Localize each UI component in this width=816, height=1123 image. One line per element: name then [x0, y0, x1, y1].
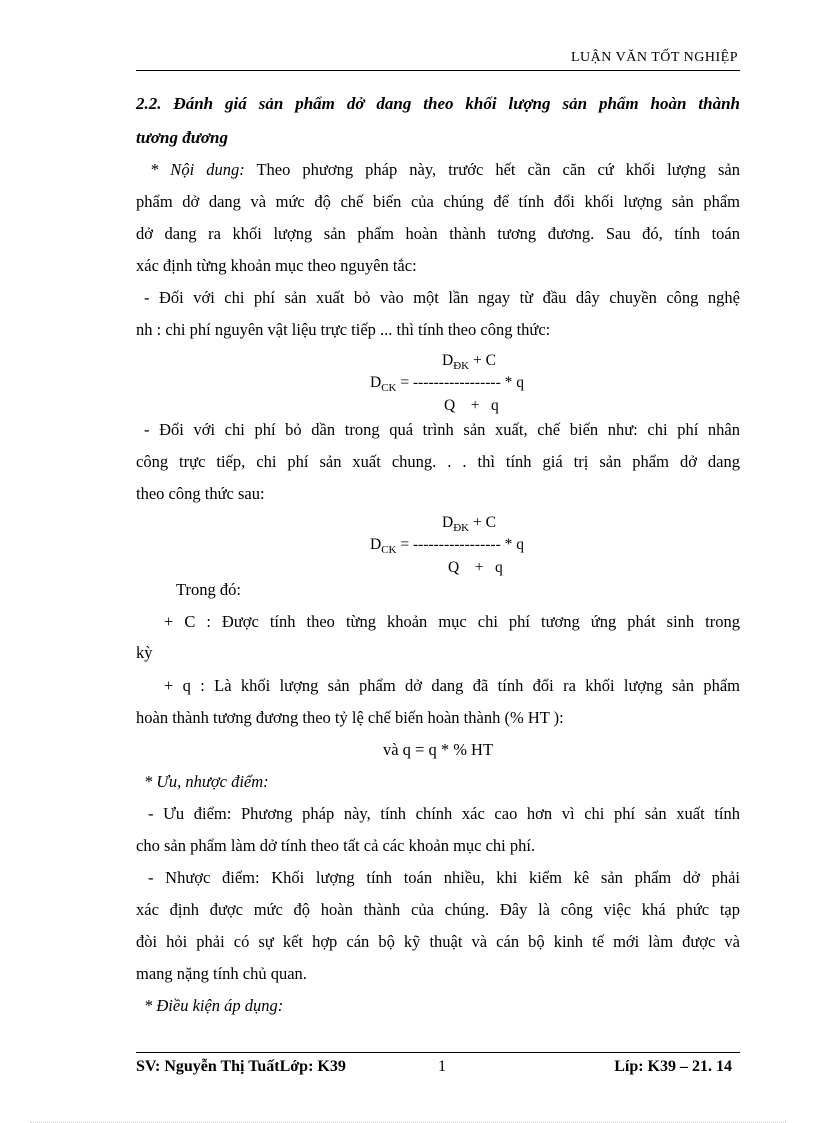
- formula-1-fraction-bar: -----------------: [412, 374, 501, 391]
- content-line-1-text: Theo phương pháp này, trước hết cần căn cứ khối lượng sản: [244, 160, 740, 179]
- formula-1-denominator: Q + q: [444, 397, 499, 414]
- where-q-formula: và q = q * % HT: [382, 740, 494, 759]
- where-title: Trong đó:: [176, 580, 241, 599]
- paragraph-upfront-line-2: nh : chi phí nguyên vật liệu trực tiếp ... thì tính theo công thức:: [136, 320, 551, 339]
- footer-student: SV: Nguyễn Thị TuấtLớp: K39: [136, 1058, 346, 1075]
- where-q-line-1: + q : Là khối lượng sản phẩm dở dang đã tính đổi ra khối lượng sản phẩm: [164, 676, 740, 695]
- formula-2-numerator: [442, 514, 496, 534]
- formula-1-main-line: [370, 374, 524, 394]
- page-footer: [136, 1052, 740, 1077]
- formula-1-num-rest: + C: [469, 352, 496, 369]
- content-label: * Nội dung:: [150, 160, 245, 179]
- formula-1-equals: =: [396, 374, 413, 391]
- formula-1-num-sub: ĐK: [453, 360, 470, 372]
- where-c-line-2: kỳ: [136, 643, 153, 662]
- formula-2-num-rest: + C: [469, 514, 496, 531]
- formula-2-multiplier: * q: [500, 536, 524, 553]
- cons-line-1: - Nhược điểm: Khối lượng tính toán nhiều, khi kiểm kê sản phẩm dở phải: [148, 868, 740, 887]
- paragraph-content-line-1: [150, 160, 740, 180]
- formula-2-fraction-bar: -----------------: [412, 536, 501, 553]
- section-heading-line-2: tương đương: [136, 128, 228, 147]
- paragraph-content-line-3: dở dang ra khối lượng sản phẩm hoàn thành tương đương. Sau đó, tính toán: [136, 224, 740, 243]
- conditions-label: * Điều kiện áp dụng:: [144, 996, 284, 1015]
- formula-2-lhs-sub: CK: [381, 544, 397, 556]
- cons-line-4: mang nặng tính chủ quan.: [136, 964, 307, 983]
- formula-2-num-sub: ĐK: [453, 522, 470, 534]
- formula-1-lhs-sub: CK: [381, 382, 397, 394]
- formula-2-equals: =: [396, 536, 413, 553]
- pros-line-1: - Ưu điểm: Phương pháp này, tính chính xác cao hơn vì chi phí sản xuất tính: [148, 804, 740, 823]
- formula-1-numerator: [442, 352, 496, 372]
- footer-page-number: 1: [438, 1058, 446, 1075]
- where-c-line-1: + C : Được tính theo từng khoản mục chi phí tương ứng phát sinh trong: [164, 612, 740, 631]
- section-heading-line-1: 2.2. Đánh giá sản phẩm dở dang theo khối lượng sản phẩm hoàn thành: [136, 94, 740, 113]
- pros-line-2: cho sản phẩm làm dở tính theo tất cả các khoản mục chi phí.: [136, 836, 536, 855]
- formula-1-lhs-d: D: [370, 374, 382, 391]
- paragraph-gradual-line-1: - Đối với chi phí bỏ dần trong quá trình sản xuất, chế biến như: chi phí nhân: [144, 420, 740, 439]
- formula-2-num-d: D: [442, 514, 454, 531]
- paragraph-upfront-line-1: - Đối với chi phí sản xuất bỏ vào một lần ngay từ đầu dây chuyền công nghệ: [144, 288, 740, 307]
- header-title: LUẬN VĂN TỐT NGHIỆP: [571, 50, 738, 65]
- paragraph-content-line-4: xác định từng khoản mục theo nguyên tắc:: [136, 256, 417, 275]
- footer-class: Líp: K39 – 21. 14: [614, 1058, 732, 1075]
- formula-2-lhs-d: D: [370, 536, 382, 553]
- formula-2-denominator: Q + q: [448, 559, 503, 576]
- cons-line-2: xác định được mức độ hoàn thành của chúng. Đây là công việc khá phức tạp: [136, 900, 740, 919]
- formula-1-multiplier: * q: [500, 374, 524, 391]
- cons-line-3: đòi hỏi phải có sự kết hợp cán bộ kỹ thuật và cán bộ kinh tế mới làm được và: [136, 932, 740, 951]
- paragraph-gradual-line-3: theo công thức sau:: [136, 484, 265, 503]
- paragraph-gradual-line-2: công trực tiếp, chi phí sản xuất chung. . . thì tính giá trị sản phẩm dở dang: [136, 452, 740, 471]
- formula-2-main-line: [370, 536, 524, 556]
- paragraph-content-line-2: phẩm dở dang và mức độ chế biến của chúng để tính đổi khối lượng sản phẩm: [136, 192, 740, 211]
- page-header: [136, 48, 740, 71]
- formula-1-num-d: D: [442, 352, 454, 369]
- pros-cons-label: * Ưu, nhược điểm:: [144, 772, 269, 791]
- where-q-line-2: hoàn thành tương đương theo tỷ lệ chế biến hoàn thành (% HT ):: [136, 708, 564, 727]
